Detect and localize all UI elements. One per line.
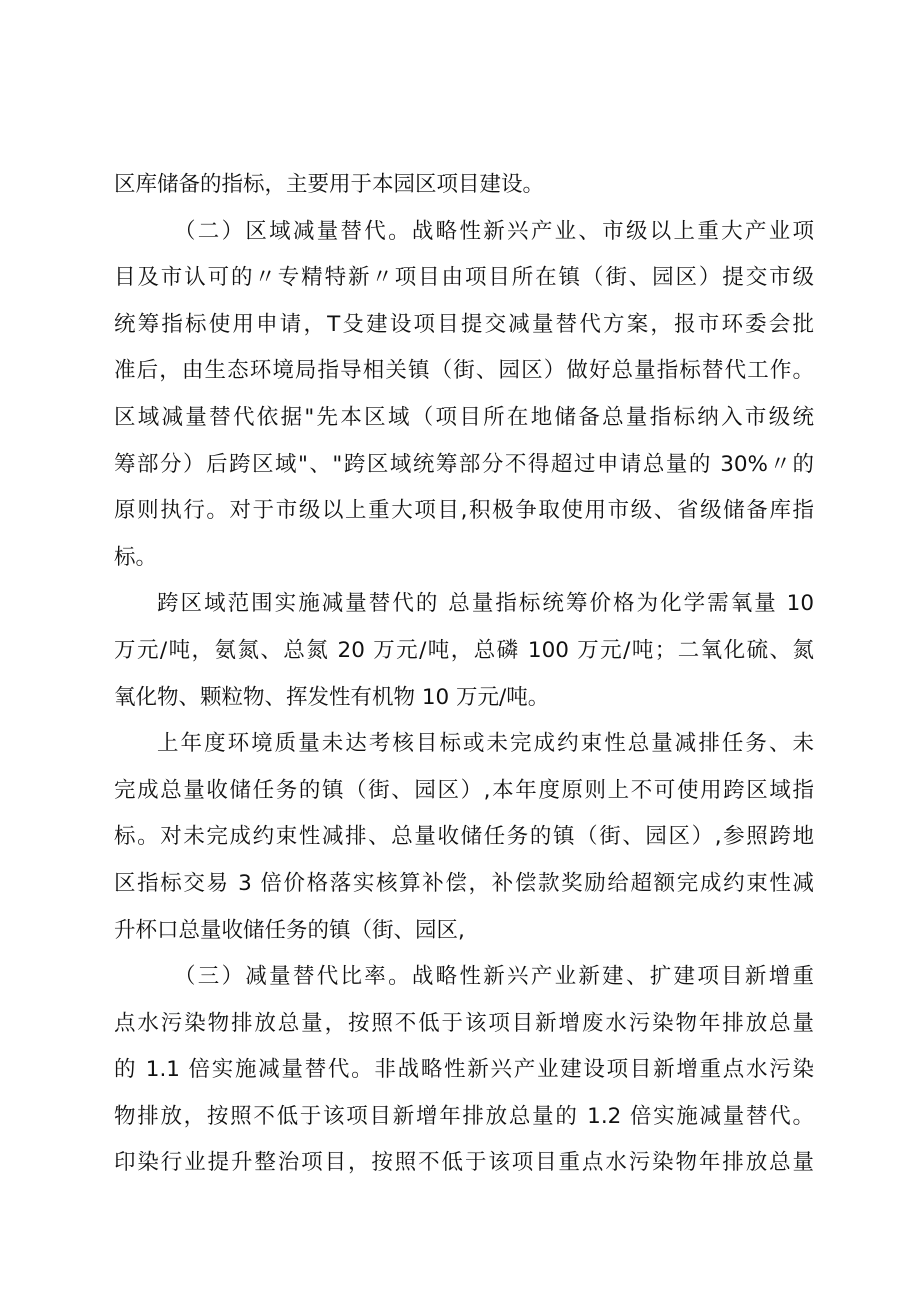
text-line: 升杯口总量收储任务的镇（街、园区, xyxy=(114,917,465,943)
text-line: 物排放，按照不低于该项目新增年排放总量的 1.2 倍实施减量替代。 xyxy=(114,1103,814,1129)
text-line: 印染行业提升整治项目，按照不低于该项目重点水污染物年排放总量 xyxy=(114,1150,814,1176)
document-body xyxy=(114,162,814,1187)
text-line: 区库储备的指标，主要用于本园区项目建设。 xyxy=(114,172,545,197)
text-line: 万元/吨，氨氮、总氮 20 万元/吨，总磷 100 万元/吨；二氧化硫、氮 xyxy=(114,637,814,663)
text-line: 区域减量替代依据"先本区域（项目所在地储备总量指标纳入市级统 xyxy=(114,404,814,430)
text-line: 氧化物、颗粒物、挥发性有机物 10 万元/吨。 xyxy=(114,684,550,710)
text-line: 准后，由生态环境局指导相关镇（街、园区）做好总量指标替代工作。 xyxy=(114,358,814,384)
text-line: 点水污染物排放总量，按照不低于该项目新增废水污染物年排放总量 xyxy=(114,1010,814,1036)
section-heading-line: （二）区域减量替代。战略性新兴产业、市级以上重大产业项 xyxy=(174,218,814,244)
text-line: 原则执行。对于市级以上重大项目,积极争取使用市级、省级储备库指 xyxy=(114,498,814,524)
text-line: 标。 xyxy=(114,544,158,570)
text-line: 目及市认可的〃专精特新〃项目由项目所在镇（街、园区）提交市级 xyxy=(114,265,814,291)
text-line: 统筹指标使用申请，T殳建设项目提交减量替代方案，报市环委会批 xyxy=(114,311,814,337)
paragraph-start-line: 跨区域范围实施减量替代的 总量指标统筹价格为化学需氧量 10 xyxy=(157,591,814,617)
text-line: 区指标交易 3 倍价格落实核算补偿，补偿款奖励给超额完成约束性减 xyxy=(114,870,814,896)
paragraph-start-line: 上年度环境质量未达考核目标或未完成约束性总量减排任务、未 xyxy=(157,731,814,757)
text-line: 的 1.1 倍实施减量替代。非战略性新兴产业建设项目新增重点水污染 xyxy=(114,1057,814,1083)
text-line: 完成总量收储任务的镇（街、园区）,本年度原则上不可使用跨区域指 xyxy=(114,777,814,803)
section-heading-line: （三）减量替代比率。战略性新兴产业新建、扩建项目新增重 xyxy=(174,964,814,990)
text-line: 筹部分）后跨区域"、"跨区域统筹部分不得超过申请总量的 30%〃的 xyxy=(114,451,814,477)
text-line: 标。对未完成约束性减排、总量收储任务的镇（街、园区）,参照跨地 xyxy=(114,824,814,850)
